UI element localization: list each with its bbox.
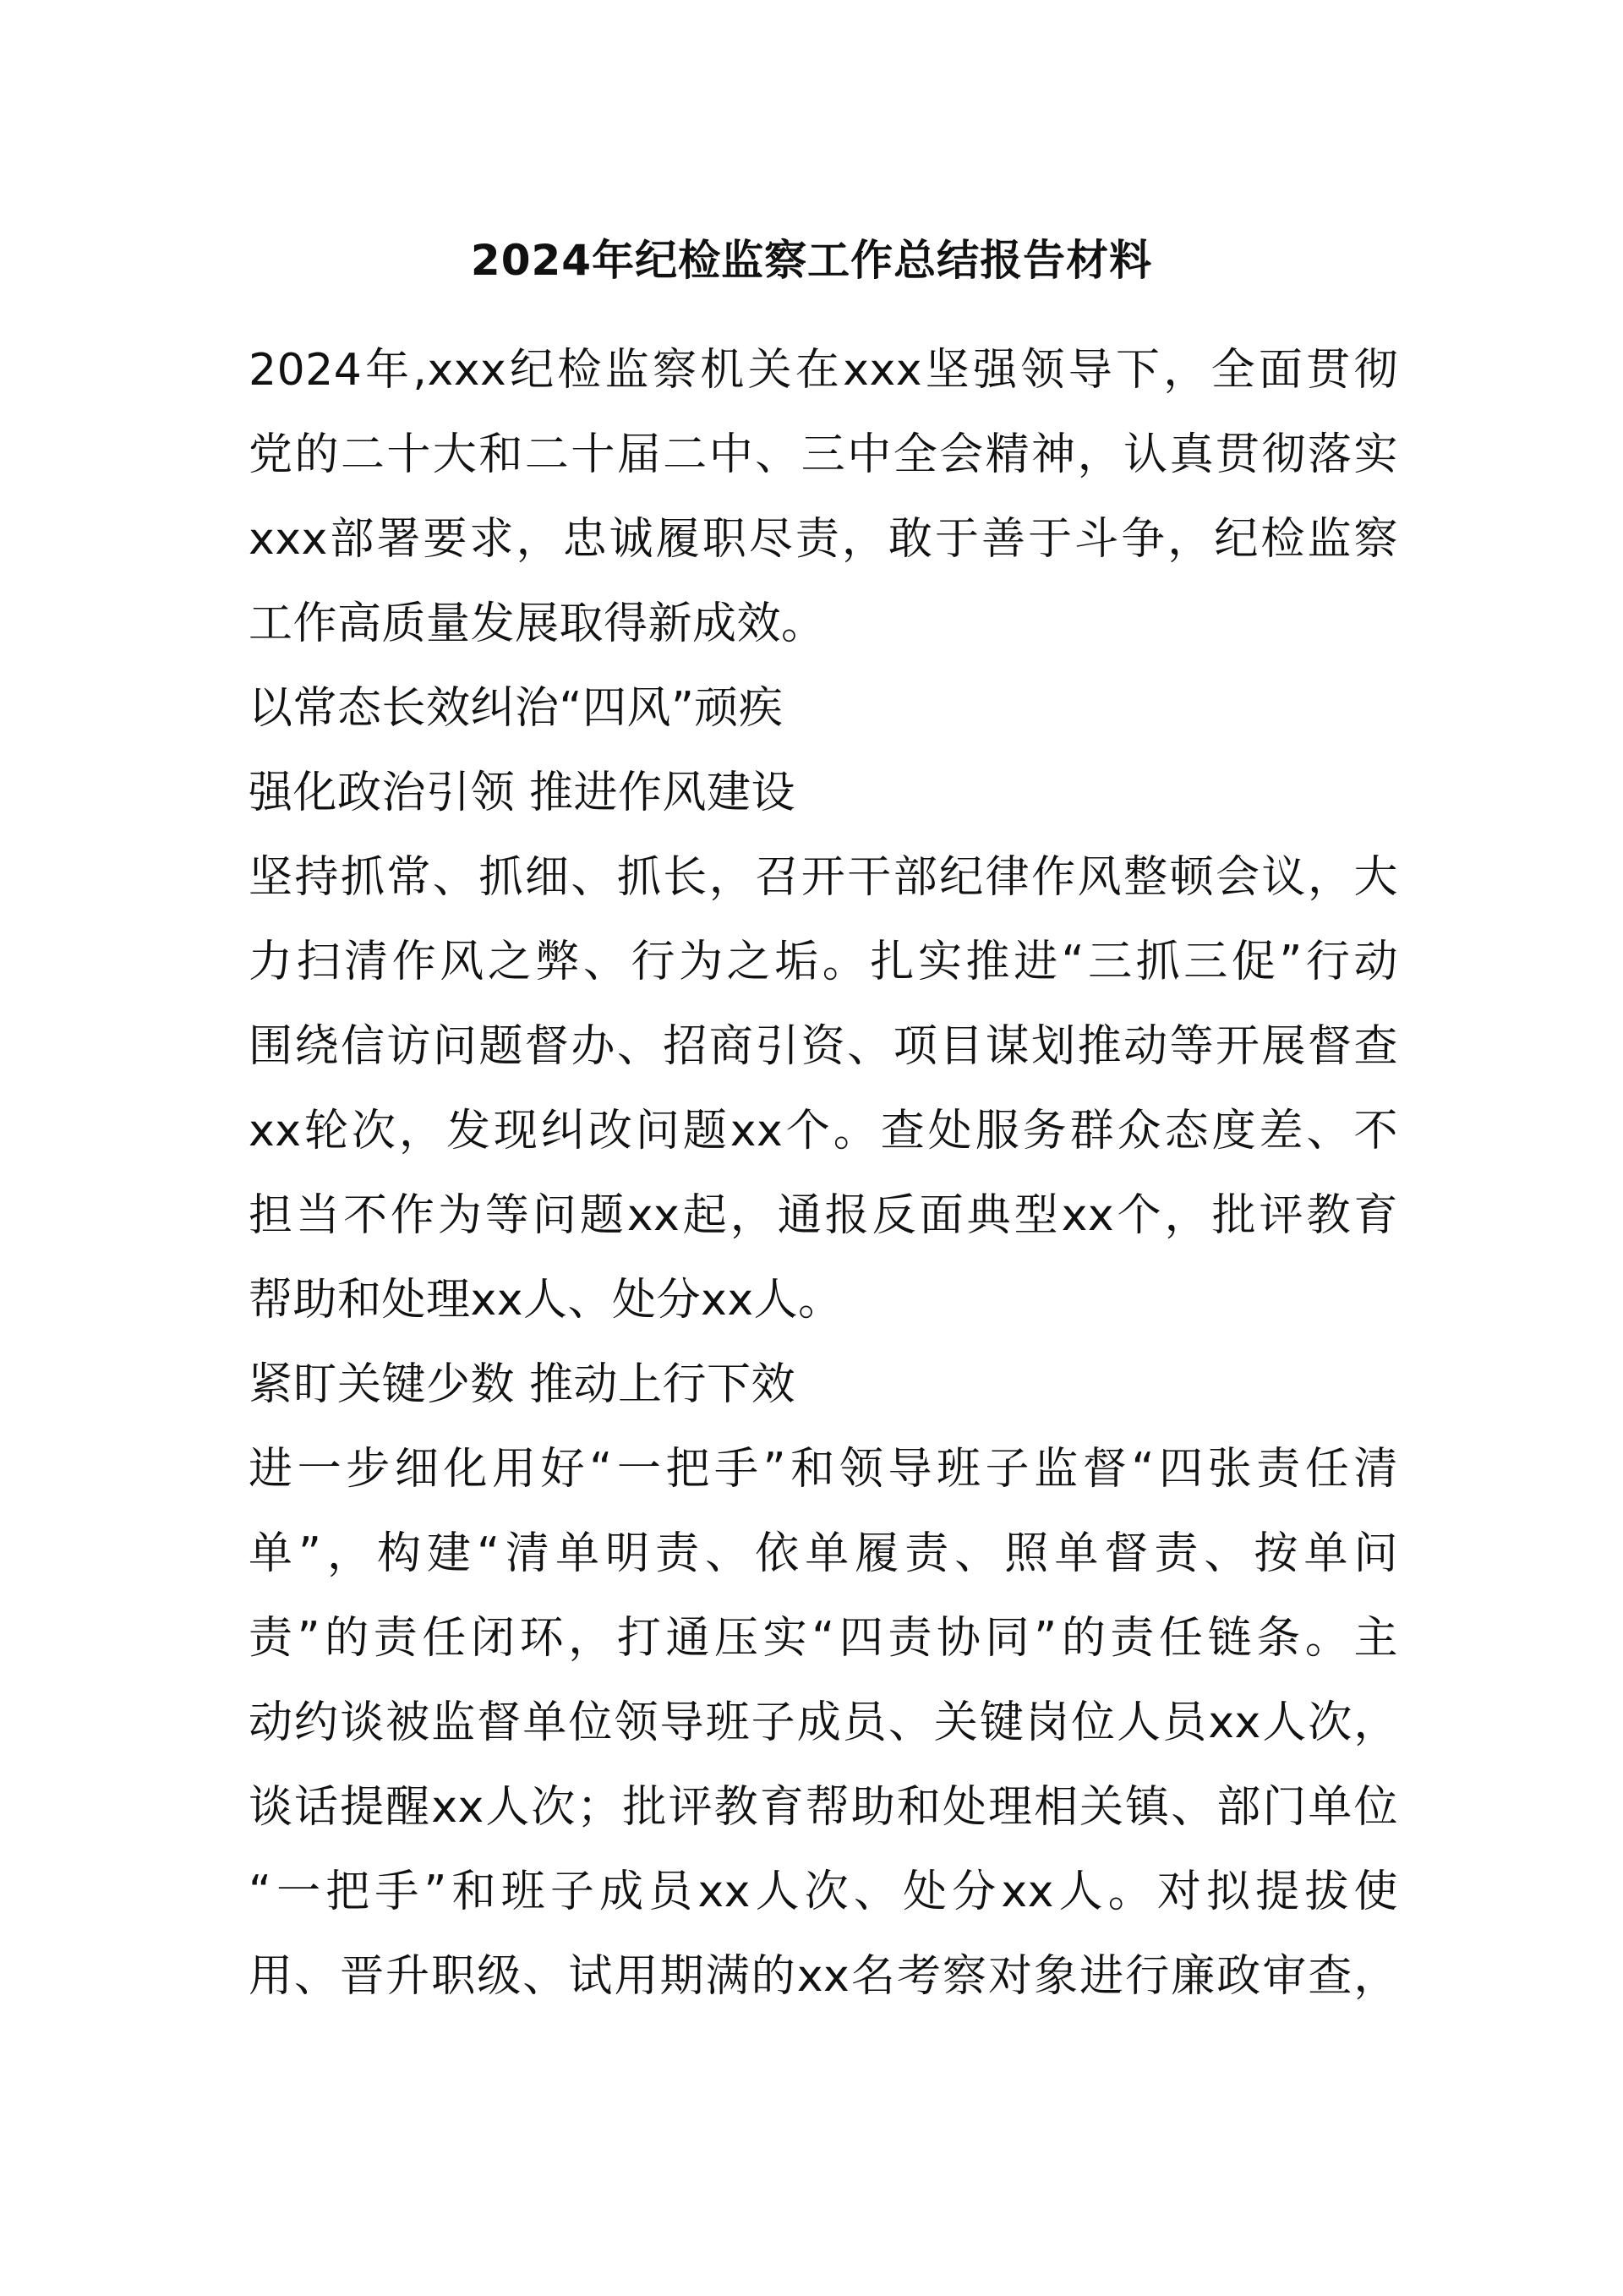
body-line: 帮助和处理xx人、处分xx人。	[249, 1275, 843, 1326]
body-line: 用、晋升职级、试用期满的xx名考察对象进行廉政审查，	[249, 1951, 1398, 2002]
body-line: 坚持抓常、抓细、抓长，召开干部纪律作风整顿会议，大	[249, 852, 1398, 903]
document-body	[249, 328, 1398, 2019]
body-line: 责”的责任闭环，打通压实“四责协同”的责任链条。主	[249, 1613, 1398, 1664]
body-line: 进一步细化用好“一把手”和领导班子监督“四张责任清	[249, 1444, 1398, 1495]
body-line: 工作高质量发展取得新成效。	[249, 599, 826, 649]
section-subheading: 强化政治引领 推进作风建设	[249, 768, 796, 818]
body-line: xxx部署要求，忠诚履职尽责，敢于善于斗争，纪检监察	[249, 514, 1398, 565]
body-line: 党的二十大和二十届二中、三中全会精神，认真贯彻落实	[249, 429, 1398, 480]
body-line: 谈话提醒xx人次；批评教育帮助和处理相关镇、部门单位	[249, 1782, 1398, 1833]
section-heading: 以常态长效纠治“四风”顽疾	[249, 683, 784, 734]
body-line: 2024年,xxx纪检监察机关在xxx坚强领导下，全面贯彻	[249, 345, 1398, 396]
body-line: xx轮次，发现纠改问题xx个。查处服务群众态度差、不	[249, 1106, 1398, 1156]
body-line: 担当不作为等问题xx起，通报反面典型xx个，批评教育	[249, 1190, 1398, 1241]
section-subheading: 紧盯关键少数 推动上行下效	[249, 1359, 796, 1410]
document-title: 2024年纪检监察工作总结报告材料	[470, 236, 1153, 285]
body-line: 单”，构建“清单明责、依单履责、照单督责、按单问	[249, 1528, 1398, 1579]
body-line: 围绕信访问题督办、招商引资、项目谋划推动等开展督查	[249, 1021, 1398, 1072]
body-line: 动约谈被监督单位领导班子成员、关键岗位人员xx人次，	[249, 1697, 1398, 1748]
body-line: “一把手”和班子成员xx人次、处分xx人。对拟提拔使	[249, 1867, 1398, 1917]
body-line: 力扫清作风之弊、行为之垢。扎实推进“三抓三促”行动	[249, 937, 1398, 987]
